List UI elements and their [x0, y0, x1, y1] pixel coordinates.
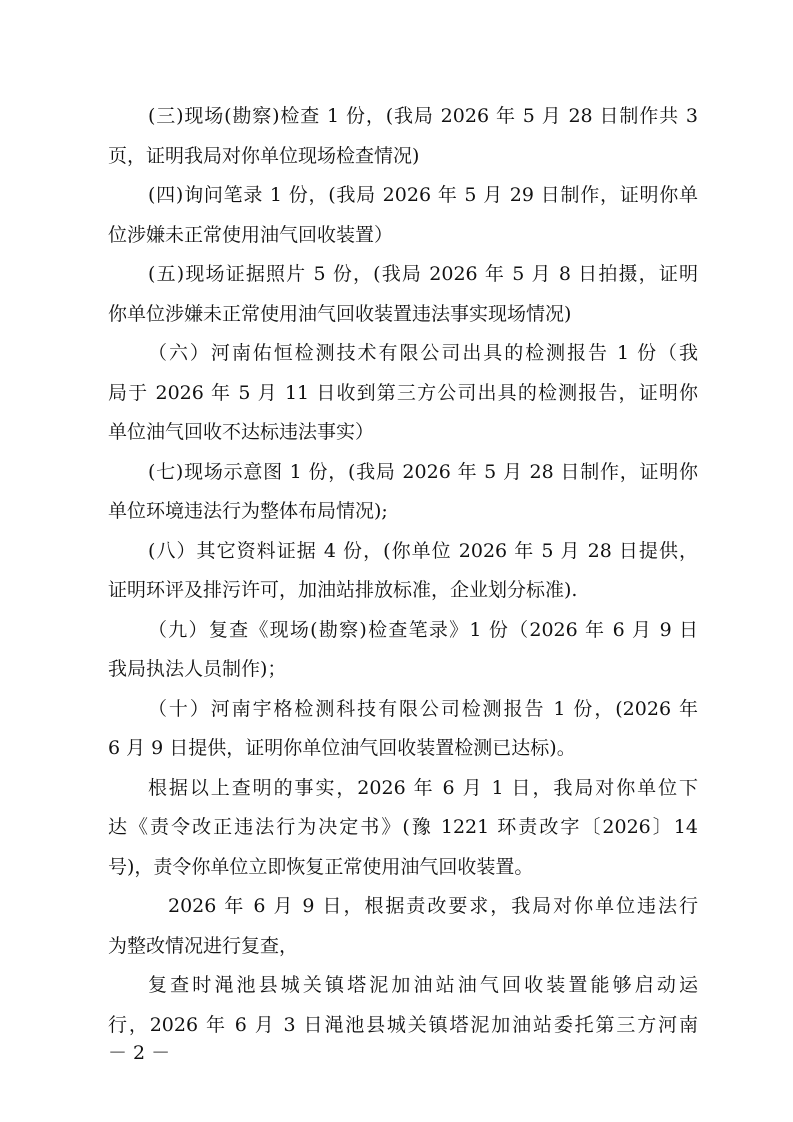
text-line-22: 为整改情况进行复查，	[108, 935, 299, 957]
page-number: － 2 －	[108, 1042, 171, 1064]
text-line-10: (七)现场示意图 1 份，(我局 2026 年 5 月 28 日制作，证明你	[148, 461, 698, 483]
text-line-11: 单位环境违法行为整体布局情况);	[108, 500, 388, 522]
text-line-23: 复查时渑池县城关镇塔泥加油站油气回收装置能够启动运	[148, 974, 698, 996]
text-line-4: 位涉嫌未正常使用油气回收装置）	[108, 224, 394, 246]
text-line-9: 单位油气回收不达标违法事实）	[108, 421, 375, 443]
text-line-13: 证明环评及排污许可，加油站排放标准，企业划分标准).	[108, 579, 578, 601]
text-line-3: (四)询问笔录 1 份，(我局 2026 年 5 月 29 日制作，证明你单	[148, 184, 698, 206]
text-line-7: （六）河南佑恒检测技术有限公司出具的检测报告 1 份（我	[148, 342, 698, 364]
text-line-1: (三)现场(勘察)检查 1 份，(我局 2026 年 5 月 28 日制作共 3	[148, 105, 698, 127]
text-line-18: 根据以上查明的事实，2026 年 6 月 1 日，我局对你单位下	[148, 777, 698, 799]
text-line-16: （十）河南宇格检测科技有限公司检测报告 1 份，(2026 年	[148, 698, 698, 720]
text-line-21: 2026 年 6 月 9 日，根据责改要求，我局对你单位违法行	[168, 895, 698, 917]
text-line-24: 行，2026 年 6 月 3 日渑池县城关镇塔泥加油站委托第三方河南	[108, 1014, 698, 1036]
text-line-12: (八）其它资料证据 4 份，(你单位 2026 年 5 月 28 日提供，	[148, 540, 698, 562]
text-line-15: 我局执法人员制作)；	[108, 658, 287, 680]
text-line-5: (五)现场证据照片 5 份，(我局 2026 年 5 月 8 日拍摄，证明	[148, 263, 698, 285]
text-line-6: 你单位涉嫌未正常使用油气回收装置违法事实现场情况)	[108, 303, 572, 325]
text-line-14: （九）复查《现场(勘察)检查笔录》1 份（2026 年 6 月 9 日	[148, 619, 698, 641]
text-line-17: 6 月 9 日提供，证明你单位油气回收装置检测已达标)。	[108, 737, 576, 759]
text-line-8: 局于 2026 年 5 月 11 日收到第三方公司出具的检测报告，证明你	[108, 382, 698, 404]
text-line-2: 页，证明我局对你单位现场检查情况)	[108, 145, 420, 167]
text-line-19: 达《责令改正违法行为决定书》(豫 1221 环责改字〔2026〕14	[108, 816, 698, 838]
text-line-20: 号)，责令你单位立即恢复正常使用油气回收装置。	[108, 856, 534, 878]
